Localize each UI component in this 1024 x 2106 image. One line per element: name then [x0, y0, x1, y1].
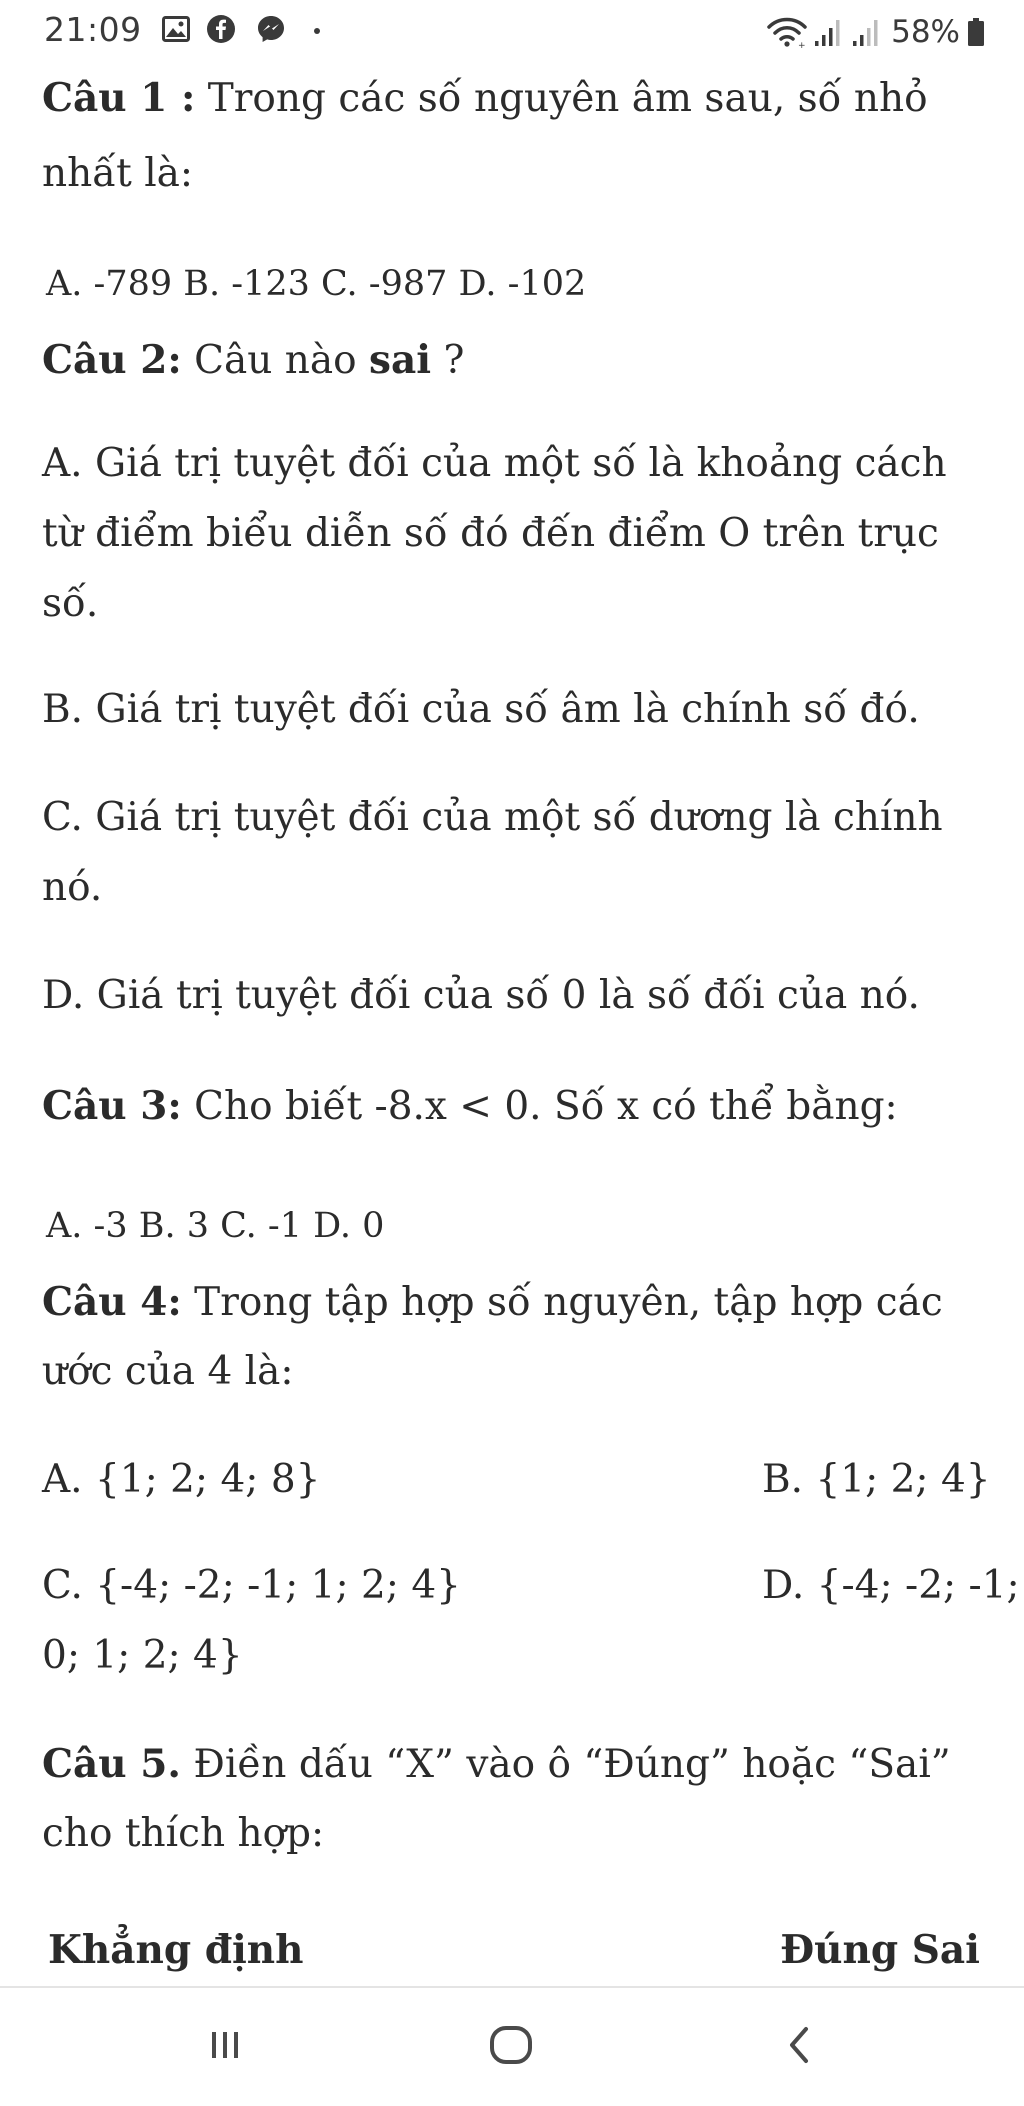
q4-option-a: A. {1; 2; 4; 8} — [42, 1457, 321, 1502]
battery-icon — [968, 18, 984, 46]
battery-percent: 58% — [891, 14, 960, 50]
status-bar — [0, 0, 1024, 62]
q2-option-a-line3: số. — [42, 581, 99, 626]
q3-options: A. -3 B. 3 C. -1 D. 0 — [46, 1206, 385, 1246]
table-header-right: Đúng Sai — [780, 1927, 980, 1973]
q1-title-line1 — [42, 68, 980, 129]
q3-title — [42, 1076, 980, 1137]
q5-text-line1: Điền dấu “X” vào ô “Đúng” hoặc “Sai” — [180, 1742, 951, 1787]
status-time: 21:09 — [44, 10, 142, 49]
q4-option-d-line2: 0; 1; 2; 4} — [42, 1633, 243, 1678]
q2-option-d: D. Giá trị tuyệt đối của số 0 là số đối của nó. — [42, 973, 920, 1018]
q2-label: Câu 2: — [42, 337, 182, 383]
q1-options: A. -789 B. -123 C. -987 D. -102 — [46, 264, 587, 304]
q4-option-b: B. {1; 2; 4} — [762, 1457, 991, 1502]
signal-icon — [851, 17, 881, 47]
q4-text-line1: Trong tập hợp số nguyên, tập hợp các — [181, 1280, 943, 1325]
messenger-icon — [256, 14, 286, 44]
back-button[interactable] — [754, 2010, 844, 2080]
q4-label: Câu 4: — [42, 1279, 182, 1325]
gallery-icon — [162, 16, 190, 42]
q4-options-row1 — [42, 1450, 991, 1510]
wifi-icon — [765, 15, 809, 49]
q3-label: Câu 3: — [42, 1083, 182, 1129]
q5-text-line2: cho thích hợp: — [42, 1811, 325, 1856]
q2-option-c-line2: nó. — [42, 865, 103, 910]
recent-apps-icon — [208, 2028, 242, 2062]
q2-option-b: B. Giá trị tuyệt đối của số âm là chính số đó. — [42, 687, 920, 732]
facebook-icon — [206, 14, 236, 44]
q4-options-row2 — [42, 1556, 1020, 1616]
q4-text-line2: ước của 4 là: — [42, 1349, 294, 1394]
q5-label: Câu 5. — [42, 1741, 181, 1787]
q2-text-pre: Câu nào — [181, 338, 370, 383]
q2-option-a-line2: từ điểm biểu diễn số đó đến điểm O trên trục — [42, 511, 939, 556]
home-icon — [488, 2025, 534, 2065]
q1-text-line2: nhất là: — [42, 151, 194, 196]
status-right-group — [765, 10, 984, 54]
q2-text-post: ? — [431, 338, 465, 383]
dot-icon — [314, 28, 320, 34]
q4-option-c: C. {-4; -2; -1; 1; 2; 4} — [42, 1563, 461, 1608]
q2-title — [42, 330, 980, 391]
q4-option-d-line1: D. {-4; -2; -1; — [762, 1563, 1020, 1608]
q2-option-c-line1: C. Giá trị tuyệt đối của một số dương là chính — [42, 795, 943, 840]
nav-divider — [0, 1986, 1024, 1988]
q1-label: Câu 1 : — [42, 75, 196, 121]
home-button[interactable] — [466, 2010, 556, 2080]
back-icon — [784, 2025, 814, 2065]
q5-title-line1 — [42, 1734, 980, 1795]
q5-table-header — [42, 1920, 980, 1981]
q1-text-line1: Trong các số nguyên âm sau, số nhỏ — [195, 76, 928, 121]
q2-option-a-line1: A. Giá trị tuyệt đối của một số là khoảng cách — [42, 441, 947, 486]
signal-icon — [813, 17, 843, 47]
recent-apps-button[interactable] — [180, 2010, 270, 2080]
q4-title-line1 — [42, 1272, 980, 1333]
q3-text: Cho biết -8.x < 0. Số x có thể bằng: — [181, 1084, 898, 1129]
table-header-left: Khẳng định — [48, 1927, 304, 1973]
svg-text:+: + — [798, 41, 806, 49]
q2-text-bold: sai — [369, 337, 432, 383]
